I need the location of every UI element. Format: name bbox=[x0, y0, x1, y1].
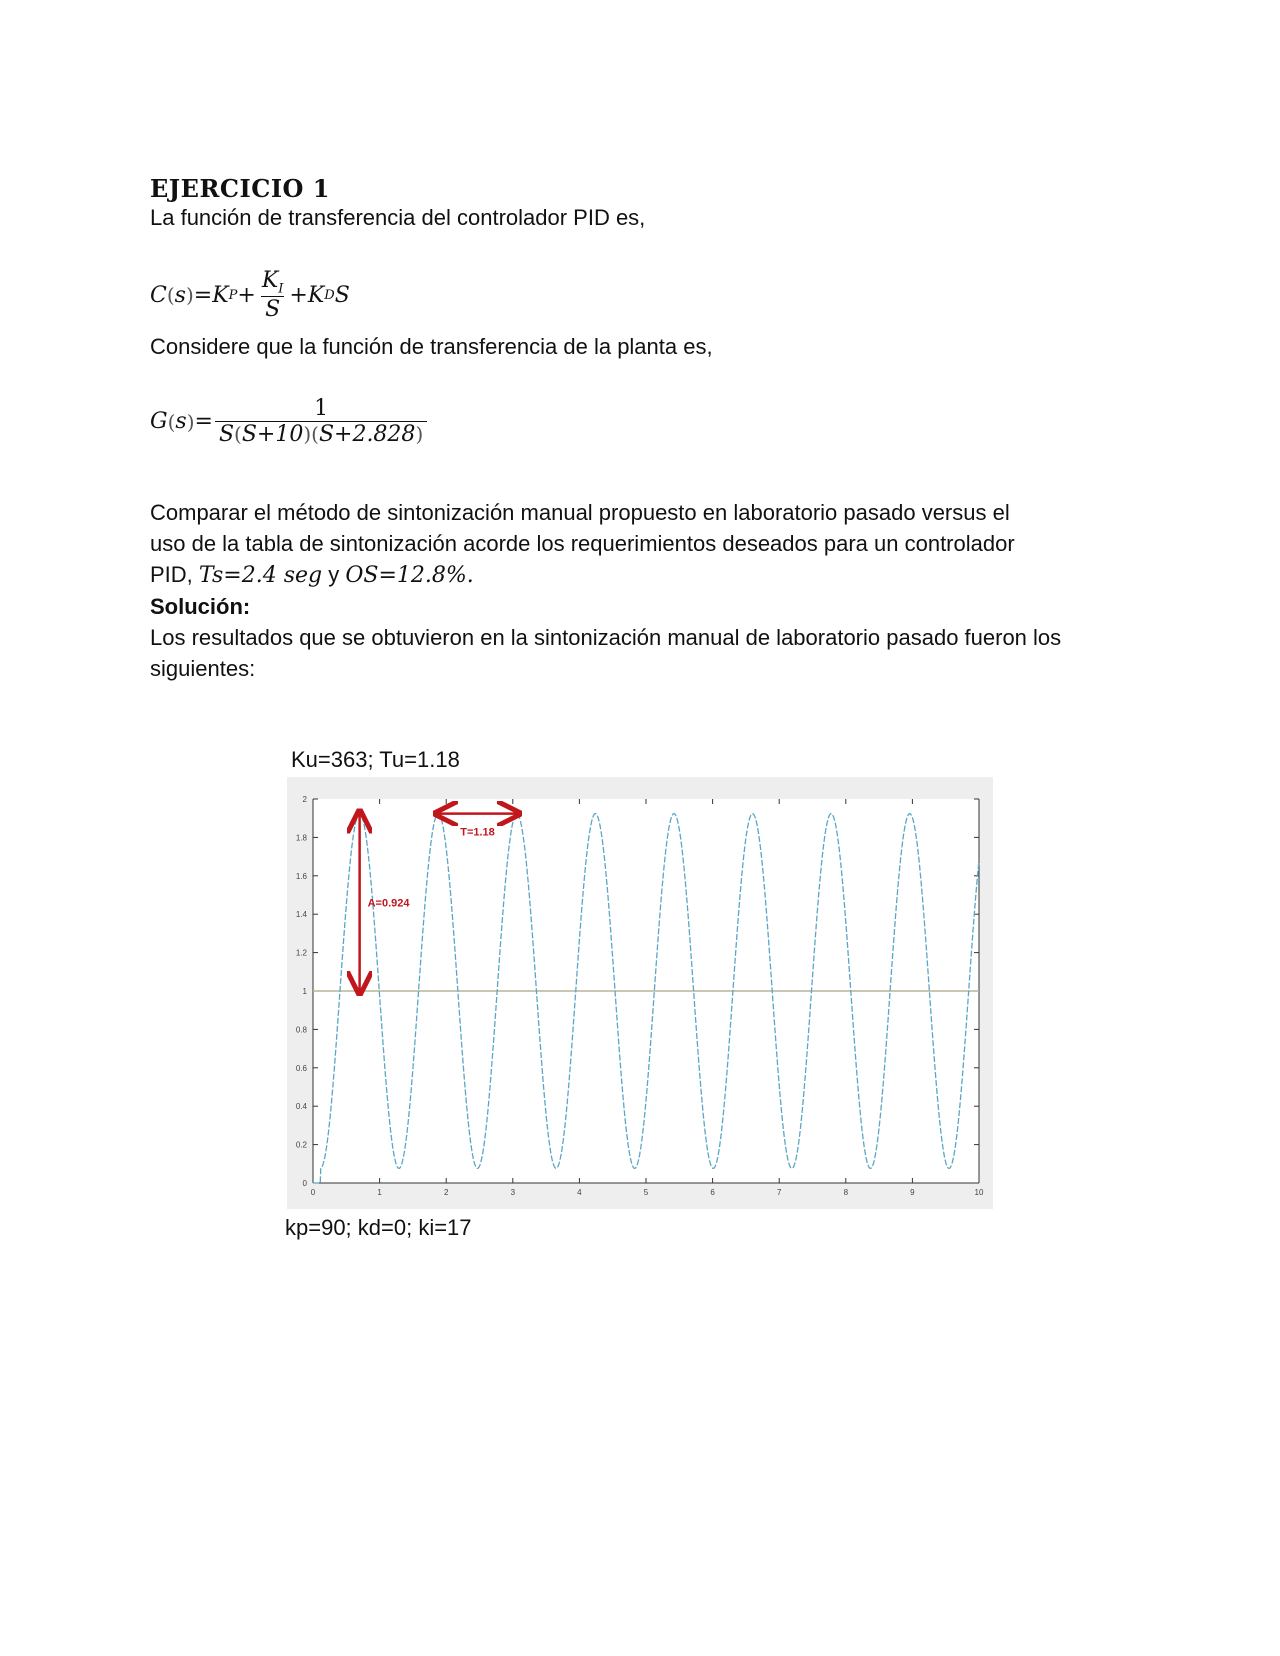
oscillation-chart bbox=[287, 777, 993, 1209]
eq1-ki-num: K bbox=[261, 268, 279, 293]
eq1-lhs: C bbox=[150, 282, 167, 308]
eq1-equals: = bbox=[193, 282, 213, 308]
compare-line-2: uso de la tabla de sintonización acorde los requerimientos deseados para un controlador bbox=[150, 531, 1015, 556]
eq1-paren-open: ( bbox=[166, 283, 175, 308]
y-tick-label: 1.8 bbox=[295, 833, 307, 843]
x-tick-label: 9 bbox=[910, 1188, 915, 1197]
eq1-kd: K bbox=[307, 282, 325, 308]
x-tick-label: 3 bbox=[510, 1188, 516, 1197]
eq1-ki-den: S bbox=[265, 297, 281, 323]
y-tick-label: 0.6 bbox=[295, 1063, 307, 1073]
y-tick-label: 1.4 bbox=[295, 910, 307, 920]
results-line-1: Los resultados que se obtuvieron en la sintonización manual de laboratorio pasado fueron los bbox=[150, 625, 1062, 650]
x-tick-label: 10 bbox=[974, 1188, 984, 1197]
eq1-ki-sub: I bbox=[278, 281, 284, 297]
eq1-kd-sub: D bbox=[324, 287, 335, 303]
compare-y: y bbox=[328, 562, 340, 587]
y-tick-label: 0.8 bbox=[295, 1025, 307, 1035]
results-paragraph bbox=[150, 622, 1061, 684]
eq1-fraction bbox=[258, 268, 288, 322]
eq2-den-s: S bbox=[218, 422, 235, 447]
figure-bottom-caption: kp=90; kd=0; ki=17 bbox=[285, 1215, 472, 1240]
eq2-lhs: G bbox=[150, 409, 168, 434]
intro-text: La función de transferencia del controlador PID es, bbox=[150, 205, 646, 230]
compare-ts: Ts=2.4 seg bbox=[198, 563, 323, 588]
x-tick-label: 8 bbox=[843, 1188, 849, 1197]
x-tick-label: 2 bbox=[443, 1188, 449, 1197]
y-tick-label: 0.2 bbox=[295, 1140, 307, 1150]
x-tick-label: 7 bbox=[776, 1188, 782, 1197]
y-tick-label: 1 bbox=[302, 987, 307, 996]
y-tick-label: 0 bbox=[302, 1179, 307, 1188]
eq2-var: s bbox=[175, 409, 187, 434]
plant-equation bbox=[150, 396, 429, 447]
pid-equation bbox=[150, 268, 350, 322]
eq1-plus-1: + bbox=[237, 282, 256, 308]
chart-svg bbox=[287, 777, 993, 1209]
eq1-kd-s: S bbox=[334, 282, 350, 308]
eq2-paren-close: ) bbox=[186, 409, 195, 434]
eq1-paren-close: ) bbox=[185, 283, 194, 308]
eq2-den-f1: S+10 bbox=[241, 422, 304, 447]
eq2-den-f2: S+2.828 bbox=[318, 422, 416, 447]
x-tick-label: 0 bbox=[310, 1188, 316, 1197]
compare-paragraph bbox=[150, 497, 1015, 591]
amplitude-label: A=0.924 bbox=[367, 897, 410, 910]
y-tick-label: 1.6 bbox=[295, 871, 307, 881]
eq2-numerator: 1 bbox=[314, 396, 329, 421]
compare-line-1: Comparar el método de sintonización manual propuesto en laboratorio pasado versus el bbox=[150, 500, 1010, 525]
exercise-heading: EJERCICIO 1 bbox=[150, 174, 331, 203]
eq2-equals: = bbox=[194, 409, 213, 434]
eq1-kp-sub: P bbox=[228, 287, 238, 303]
eq2-fraction: $\frac{1}{S(S+10)(S+2.828)}$ bbox=[215, 396, 427, 447]
x-tick-label: 1 bbox=[377, 1188, 382, 1197]
y-tick-label: 0.4 bbox=[295, 1102, 307, 1112]
compare-pid: PID, bbox=[150, 562, 193, 587]
eq1-kp: K bbox=[212, 282, 229, 308]
x-tick-label: 4 bbox=[577, 1188, 582, 1197]
x-tick-label: 6 bbox=[710, 1188, 715, 1197]
period-label: T=1.18 bbox=[460, 826, 495, 839]
figure-top-caption: Ku=363; Tu=1.18 bbox=[291, 747, 460, 772]
y-tick-label: 1.2 bbox=[295, 948, 307, 958]
x-tick-label: 5 bbox=[643, 1188, 649, 1197]
eq2-paren-open: ( bbox=[167, 409, 176, 434]
plant-text: Considere que la función de transferencia de la planta es, bbox=[150, 334, 713, 359]
results-line-2: siguientes: bbox=[150, 656, 256, 681]
eq1-plus-2: + bbox=[289, 282, 308, 308]
solution-label: Solución: bbox=[150, 594, 251, 619]
compare-os: OS=12.8%. bbox=[345, 563, 474, 588]
eq1-var: s bbox=[174, 282, 186, 308]
y-tick-label: 2 bbox=[302, 795, 307, 804]
